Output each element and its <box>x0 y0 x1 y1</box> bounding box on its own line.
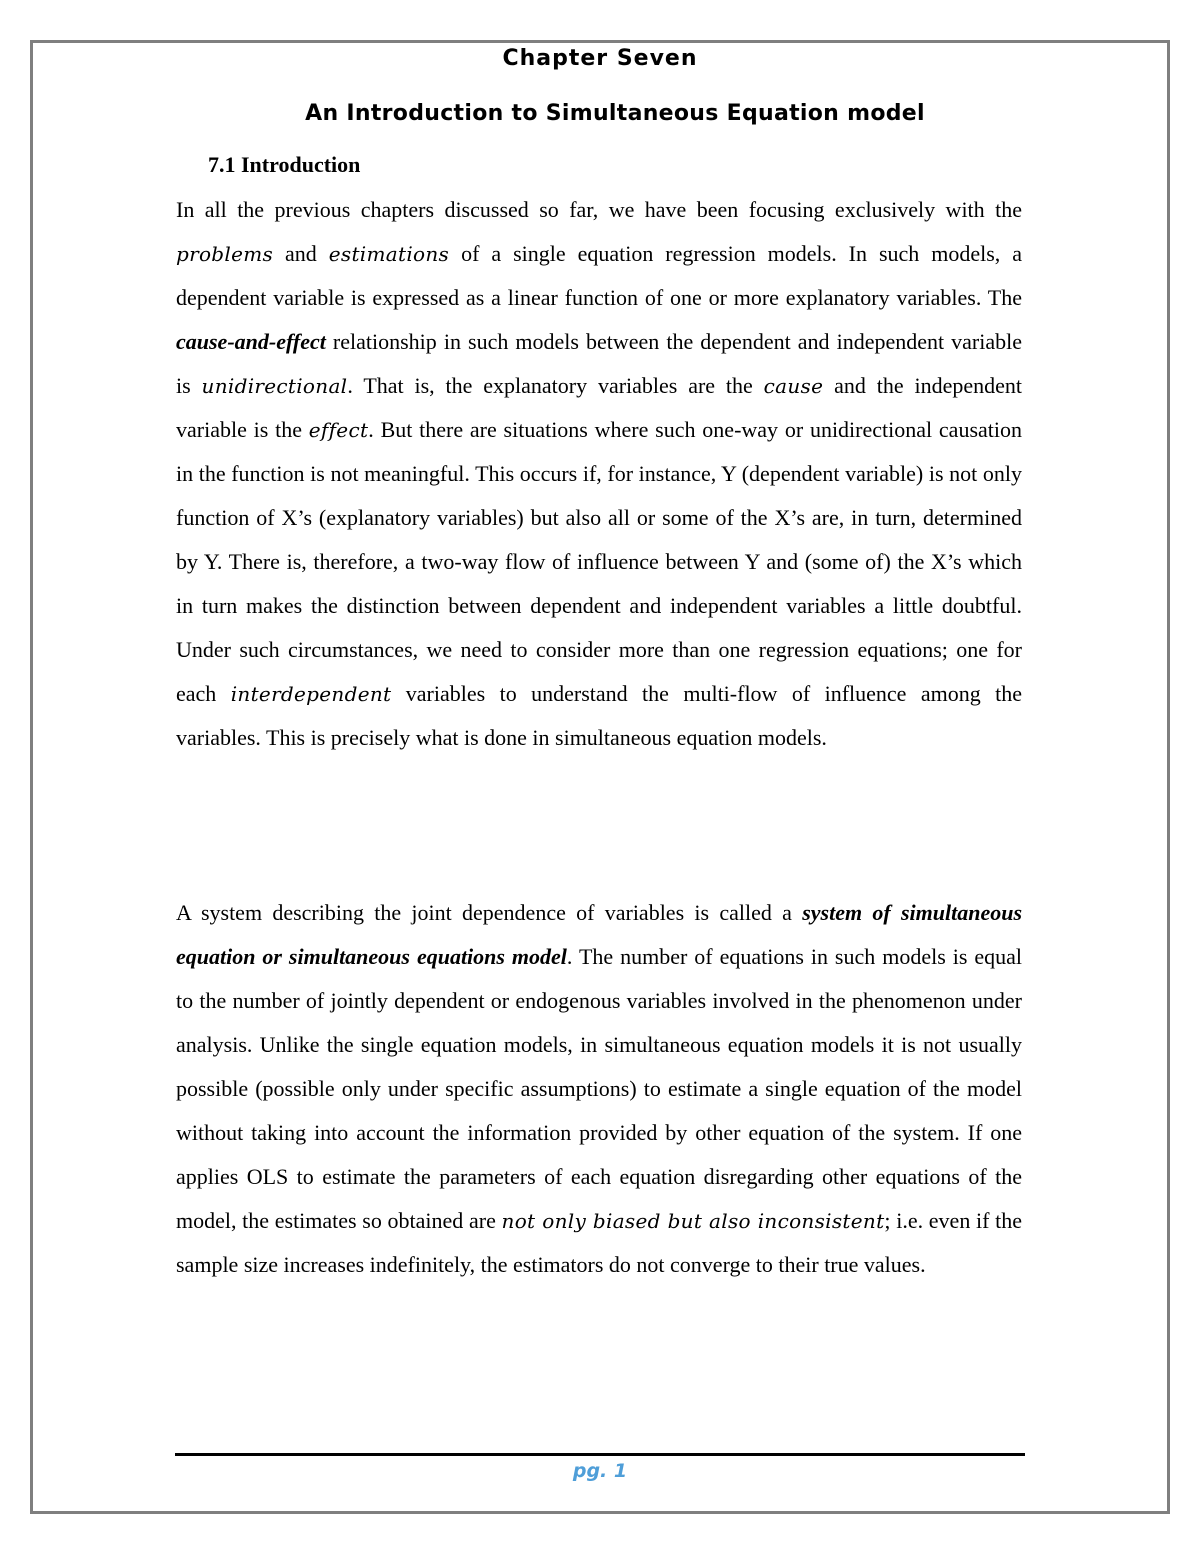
text-run: ; i.e. even if the sample size increases indefinitely, the estimators do not converge to their true values. <box>176 1208 1023 1277</box>
text-run: . The number of equations in such models is equal to the number of jointly dependent or endogenous variables involved in the phenomenon under analysis. Unlike the single equation models, in simultaneous equation models it is not usually possible (possible only under specific assumptions) to estimate a single equation of the model without taking into account the information provided by other equation of the system. If one applies OLS to estimate the parameters of each equation disregarding other equations of the model, the estimates so obtained are <box>176 944 1022 1233</box>
emphasis-problems: problems <box>176 242 274 266</box>
text-run: . That is, the explanatory variables are the <box>347 373 764 398</box>
emphasis-cause: cause <box>763 374 824 398</box>
text-run: and the independent variable is the <box>176 373 1022 442</box>
page-number: pg. 1 <box>572 1460 628 1482</box>
text-run: of a single equation regression models. In such models, a dependent variable is expressed as a linear function of one or more explanatory variables. The <box>176 241 1022 310</box>
emphasis-unidirectional: unidirectional <box>201 374 348 398</box>
intro-paragraph-1 <box>176 188 1022 760</box>
section-heading: 7.1 Introduction <box>208 152 361 177</box>
chapter-subtitle: An Introduction to Simultaneous Equation model <box>305 101 925 126</box>
emphasis-cause-and-effect: cause-and-effect <box>176 329 326 354</box>
text-run: A system describing the joint dependence of variables is called a <box>176 900 803 925</box>
emphasis-system-definition: system of simultaneous equation or simultaneous equations model <box>176 900 1023 969</box>
text-run: . But there are situations where such one-way or unidirectional causation in the function is not meaningful. This occurs if, for instance, Y (dependent variable) is not only function of X’s (explanatory variables) but also all or some of the X’s are, in turn, determined by Y. There is, therefore, a two-way flow of influence between Y and (some of) the X’s which in turn makes the distinction between dependent and independent variables a little doubtful. Under such circumstances, we need to consider more than one regression equations; one for each <box>176 417 1022 706</box>
emphasis-biased-inconsistent: not only biased but also inconsistent <box>501 1209 885 1233</box>
text-run: and <box>273 241 329 266</box>
text-run: In all the previous chapters discussed so far, we have been focusing exclusively with the <box>176 197 1022 222</box>
footer-rule <box>175 1453 1025 1456</box>
text-run: relationship in such models between the dependent and independent variable is <box>176 329 1022 398</box>
emphasis-interdependent: interdependent <box>230 682 392 706</box>
emphasis-estimations: estimations <box>328 242 450 266</box>
intro-paragraph-2 <box>176 891 1022 1287</box>
chapter-title: Chapter Seven <box>502 46 698 71</box>
text-run: variables to understand the multi-flow of influence among the variables. This is precisely what is done in simultaneous equation models. <box>176 681 1023 750</box>
emphasis-effect: effect <box>308 418 369 442</box>
